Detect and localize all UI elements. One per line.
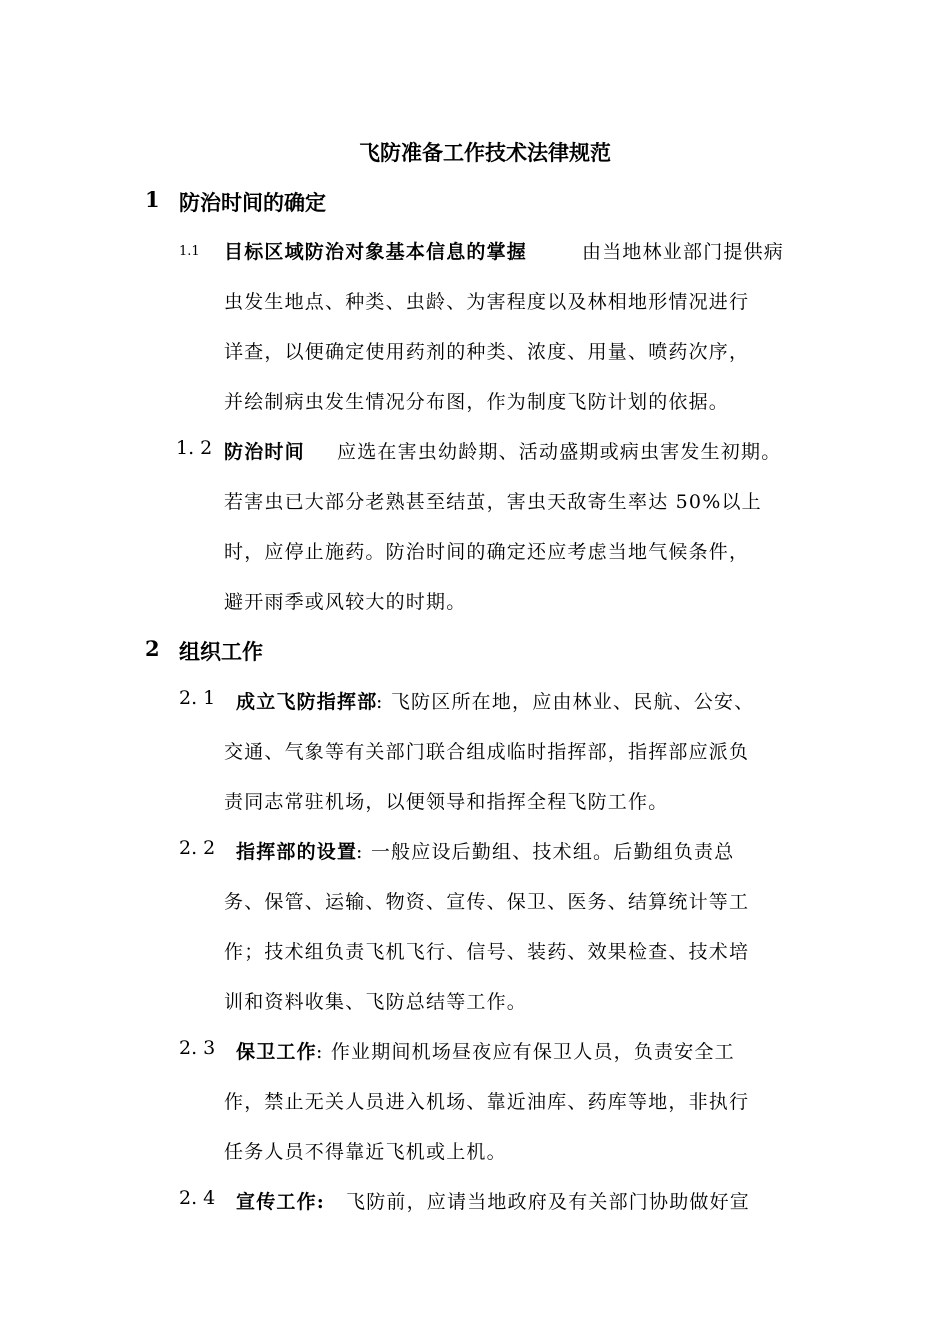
section-2-number: 2 [145,636,160,661]
item-1-1-line-4: 并绘制病虫发生情况分布图，作为制度飞防计划的依据。 [224,391,730,413]
item-2-2-term: 指挥部的设置 [236,841,358,863]
item-1-1-number: 1.1 [179,244,200,259]
item-2-4-term: 宣传工作: [236,1191,326,1213]
item-2-3-line-3: 任务人员不得靠近飞机或上机。 [224,1141,507,1163]
item-1-2-line-3: 时，应停止施药。防治时间的确定还应考虑当地气候条件， [224,541,750,563]
item-2-2-line-2: 务、保管、运输、物资、宣传、保卫、医务、结算统计等工 [224,891,750,913]
item-2-3-number: 2. 3 [179,1037,216,1059]
item-1-2-term: 防治时间 [224,441,305,463]
item-1-1-line-1: 由当地林业部门提供病 [582,241,785,263]
item-1-1-term: 目标区域防治对象基本信息的掌握 [224,241,528,263]
document-title: 飞防准备工作技术法律规范 [359,140,611,165]
item-1-2-line-4: 避开雨季或风较大的时期。 [224,591,467,613]
item-2-1-line-1: : 飞防区所在地，应由林业、民航、公安、 [376,691,755,713]
item-1-1-line-2: 虫发生地点、种类、虫龄、为害程度以及林相地形情况进行 [224,291,750,313]
item-2-1-number: 2. 1 [179,687,216,709]
section-1-heading: 防治时间的确定 [179,190,326,215]
item-2-3-term: 保卫工作 [236,1041,317,1063]
item-2-2-number: 2. 2 [179,837,216,859]
item-2-1-line-3: 责同志常驻机场，以便领导和指挥全程飞防工作。 [224,791,669,813]
item-2-3-line-2: 作，禁止无关人员进入机场、靠近油库、药库等地，非执行 [224,1091,750,1113]
item-2-2-line-4: 训和资料收集、飞防总结等工作。 [224,991,528,1013]
item-2-1-term: 成立飞防指挥部 [236,691,378,713]
section-1-number: 1 [145,187,160,212]
section-2-heading: 组织工作 [179,639,263,664]
item-1-1-line-3: 详查，以便确定使用药剂的种类、浓度、用量、喷药次序， [224,341,750,363]
item-1-2-line-2: 若害虫已大部分老熟甚至结茧，害虫天敌寄生率达 50%以上 [224,491,762,513]
item-2-2-line-3: 作；技术组负责飞机飞行、信号、装药、效果检查、技术培 [224,941,750,963]
item-2-1-line-2: 交通、气象等有关部门联合组成临时指挥部，指挥部应派负 [224,741,750,763]
item-2-2-line-1: : 一般应设后勤组、技术组。后勤组负责总 [356,841,735,863]
item-2-4-line-1: 飞防前，应请当地政府及有关部门协助做好宣 [346,1191,751,1213]
item-2-3-line-1: : 作业期间机场昼夜应有保卫人员，负责安全工 [316,1041,735,1063]
item-1-2-line-1: 应选在害虫幼龄期、活动盛期或病虫害发生初期。 [337,441,782,463]
item-1-2-number: 1. 2 [176,437,213,459]
item-2-4-number: 2. 4 [179,1187,216,1209]
